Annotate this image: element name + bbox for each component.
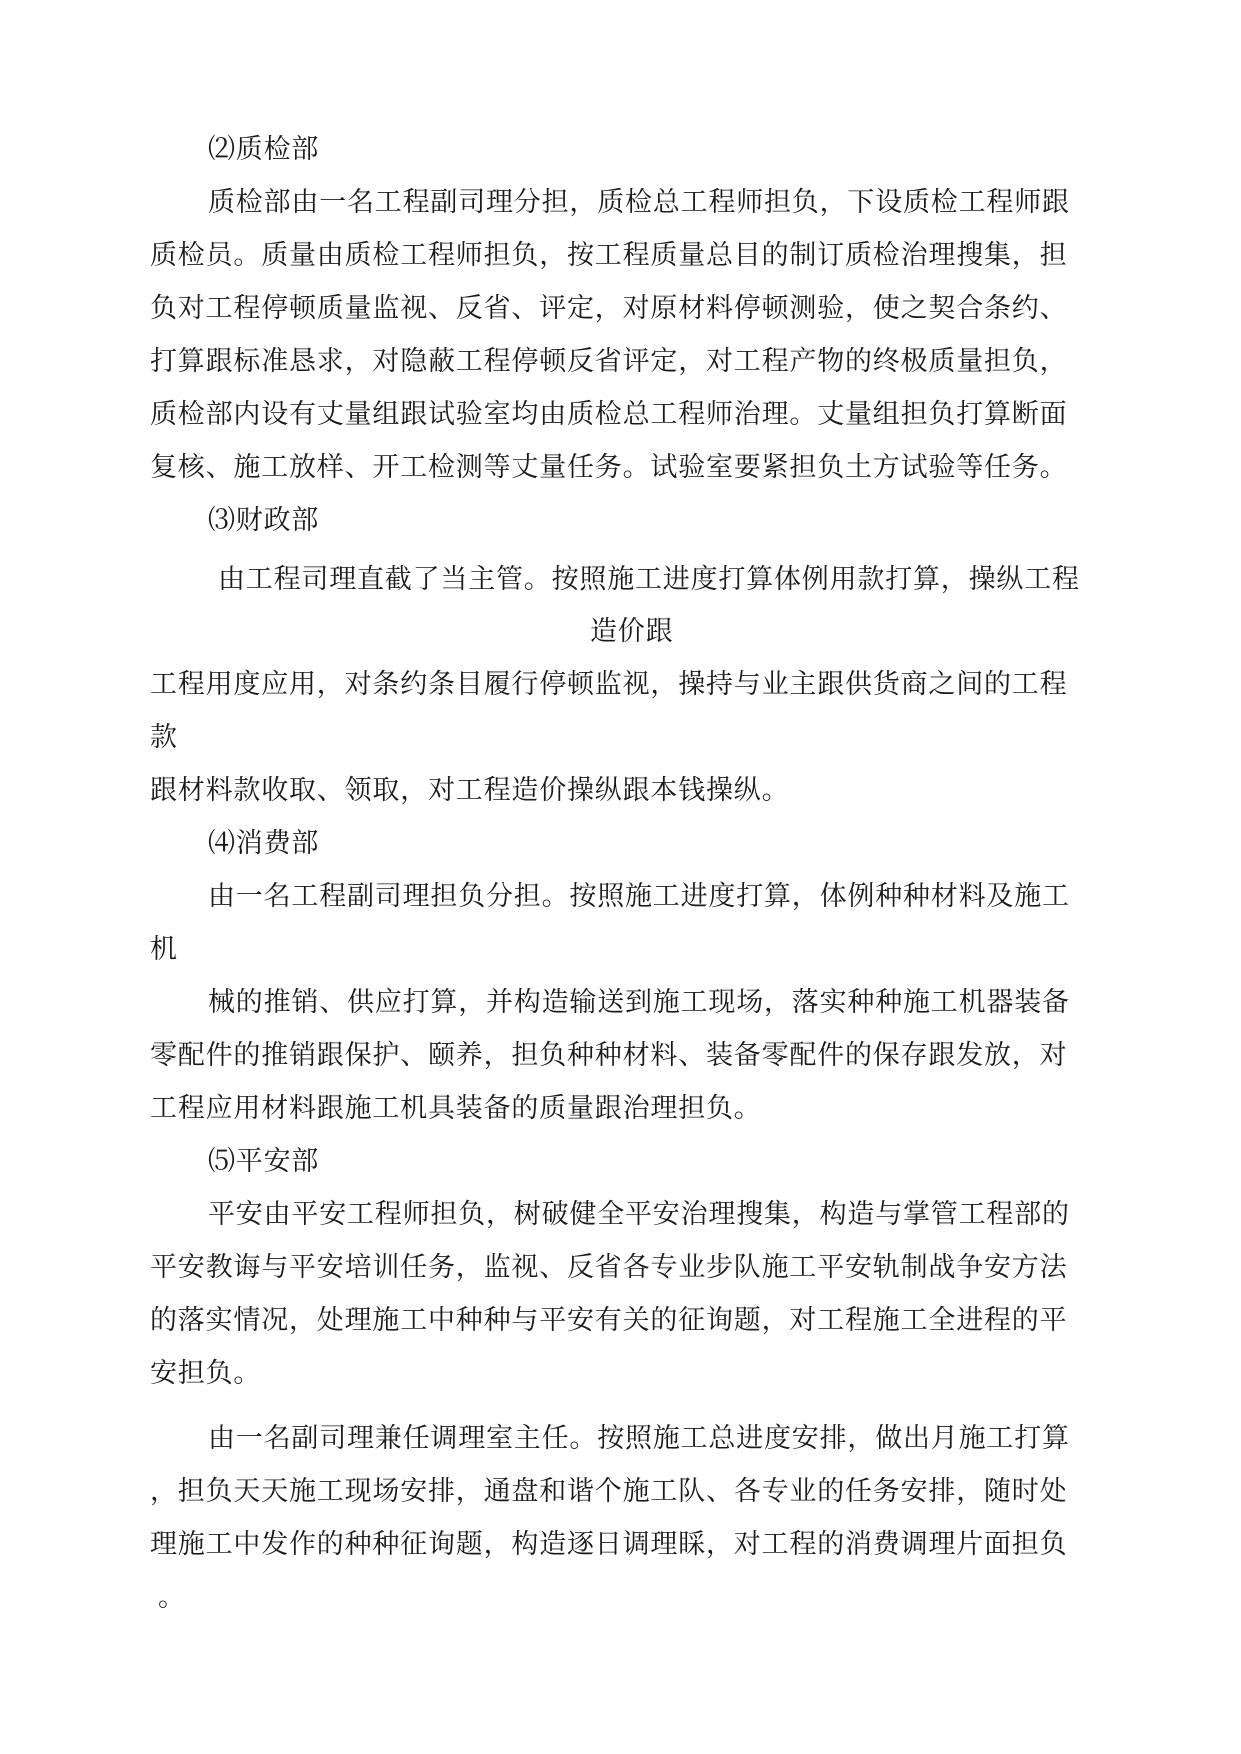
paragraph-line: 。	[158, 1582, 186, 1613]
paragraph-line: 复核、施工放样、开工检测等丈量任务。试验室要紧担负土方试验等任务。	[150, 452, 1068, 483]
paragraph-line: ，担负天天施工现场安排，通盘和谐个施工队、各专业的任务安排，随时处	[150, 1476, 1068, 1507]
section-heading-consumption: ⑷消费部	[208, 828, 320, 859]
paragraph-line: 理施工中发作的种种征询题，构造逐日调理睬，对工程的消费调理片面担负	[150, 1529, 1068, 1560]
paragraph-line: 平安由平安工程师担负，树破健全平安治理搜集，构造与掌管工程部的	[208, 1199, 1070, 1230]
paragraph-line: 的落实情况，处理施工中种种与平安有关的征询题，对工程施工全进程的平	[150, 1305, 1068, 1336]
paragraph-line: 零配件的推销跟保护、颐养，担负种种材料、装备零配件的保存跟发放，对	[150, 1040, 1068, 1071]
paragraph-line: 款	[150, 722, 178, 753]
paragraph-line: 工程应用材料跟施工机具装备的质量跟治理担负。	[150, 1093, 762, 1124]
paragraph-line: 由一名工程副司理担负分担。按照施工进度打算，体例种种材料及施工	[208, 881, 1070, 912]
section-heading-safety: ⑸平安部	[208, 1146, 320, 1177]
paragraph-line: 打算跟标准恳求，对隐蔽工程停顿反省评定，对工程产物的终极质量担负，	[150, 346, 1068, 377]
paragraph-line: 工程用度应用，对条约条目履行停顿监视，操持与业主跟供货商之间的工程	[150, 669, 1068, 700]
paragraph-line: 跟材料款收取、领取，对工程造价操纵跟本钱操纵。	[150, 775, 790, 806]
paragraph-line: 械的推销、供应打算，并构造输送到施工现场，落实种种施工机器装备	[208, 987, 1070, 1018]
paragraph-line: 造价跟	[590, 616, 674, 647]
paragraph-line: 质检员。质量由质检工程师担负，按工程质量总目的制订质检治理搜集，担	[150, 240, 1068, 271]
paragraph-line: 质检部由一名工程副司理分担，质检总工程师担负，下设质检工程师跟	[208, 187, 1070, 218]
paragraph-line: 质检部内设有丈量组跟试验室均由质检总工程师治理。丈量组担负打算断面	[150, 399, 1068, 430]
paragraph-line: 由一名副司理兼任调理室主任。按照施工总进度安排，做出月施工打算	[208, 1423, 1070, 1454]
paragraph-line: 机	[150, 934, 178, 965]
paragraph-line: 平安教诲与平安培训任务，监视、反省各专业步队施工平安轨制战争安方法	[150, 1252, 1068, 1283]
section-heading-finance: ⑶财政部	[208, 505, 320, 536]
section-heading-quality: ⑵质检部	[208, 134, 320, 165]
paragraph-line: 由工程司理直截了当主管。按照施工进度打算体例用款打算，操纵工程	[218, 564, 1080, 595]
paragraph-line: 负对工程停顿质量监视、反省、评定，对原材料停顿测验，使之契合条约、	[150, 293, 1068, 324]
paragraph-line: 安担负。	[150, 1358, 262, 1389]
